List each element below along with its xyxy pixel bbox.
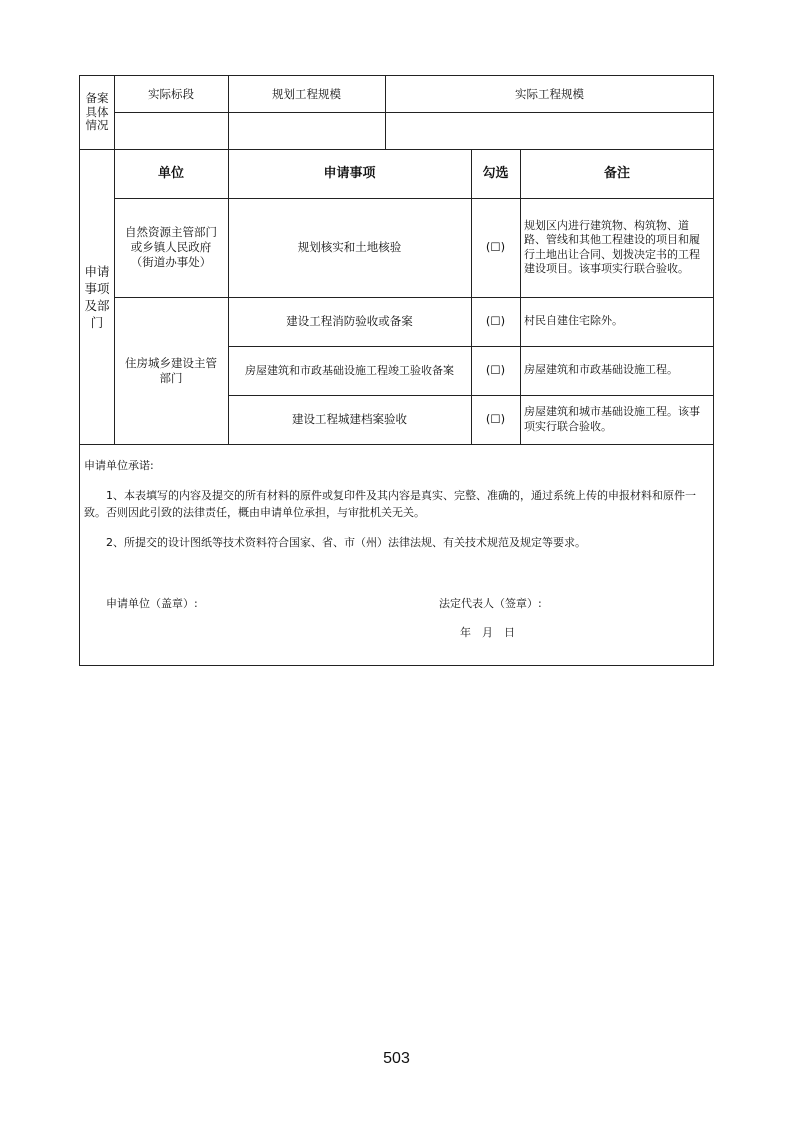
date-line: 年 月 日 — [460, 626, 515, 639]
checkbox-completion-filing[interactable]: (☐) — [485, 363, 506, 377]
commitment-title: 申请单位承诺: — [84, 459, 154, 472]
planned-scale-input[interactable] — [229, 113, 384, 148]
header-actual-scale: 实际工程规模 — [515, 86, 584, 101]
checkbox-planning-verification[interactable]: (☐) — [485, 240, 506, 254]
header-check: 勾选 — [482, 166, 509, 181]
item-fire-acceptance: 建设工程消防验收或备案 — [286, 314, 413, 328]
application-items-label: 申请事项及部门 — [84, 263, 110, 330]
header-unit: 单位 — [157, 166, 184, 181]
header-actual-section: 实际标段 — [148, 86, 194, 101]
page-number: 503 — [383, 1050, 410, 1067]
actual-scale-input[interactable] — [386, 113, 713, 148]
checkbox-fire-acceptance[interactable]: (☐) — [485, 314, 506, 328]
header-planned-scale: 规划工程规模 — [272, 86, 341, 101]
note-completion-filing: 房屋建筑和市政基础设施工程。 — [524, 363, 678, 377]
header-note: 备注 — [603, 166, 630, 181]
legal-rep-signature-label: 法定代表人（签章）: — [439, 597, 542, 610]
application-form-table — [79, 75, 714, 666]
header-item: 申请事项 — [323, 166, 376, 181]
commitment-paragraph-2: 2、所提交的设计图纸等技术资料符合国家、省、市（州）法律法规、有关技术规范及规定等要求。 — [106, 536, 586, 549]
checkbox-archive-acceptance[interactable]: (☐) — [485, 412, 506, 426]
note-planning-verification: 规划区内进行建筑物、构筑物、道路、管线和其他工程建设的项目和履行土地出让合同、划拨决定书的工程建设项目。该事项实行联合验收。 — [524, 218, 700, 275]
item-completion-filing: 房屋建筑和市政基础设施工程竣工验收备案 — [245, 364, 454, 377]
actual-section-input[interactable] — [115, 113, 227, 148]
note-fire-acceptance: 村民自建住宅除外。 — [524, 314, 623, 328]
item-planning-verification: 规划核实和土地核验 — [297, 240, 402, 254]
applicant-signature-label: 申请单位（盖章）: — [106, 597, 198, 610]
unit-housing-construction: 住房城乡建设主管部门 — [125, 355, 217, 385]
commitment-paragraph-1: 1、本表填写的内容及提交的所有材料的原件或复印件及其内容是真实、完整、准确的，通过系统上传的申报材料和原件一致。否则因此引致的法律责任，概由申请单位承担，与审批机关无关。 — [84, 489, 696, 519]
item-archive-acceptance: 建设工程城建档案验收 — [292, 412, 407, 426]
unit-natural-resources: 自然资源主管部门或乡镇人民政府（街道办事处） — [125, 225, 217, 269]
note-archive-acceptance: 房屋建筑和城市基础设施工程。该事项实行联合验收。 — [524, 405, 700, 433]
filing-details-label: 备案具体情况 — [85, 91, 109, 133]
